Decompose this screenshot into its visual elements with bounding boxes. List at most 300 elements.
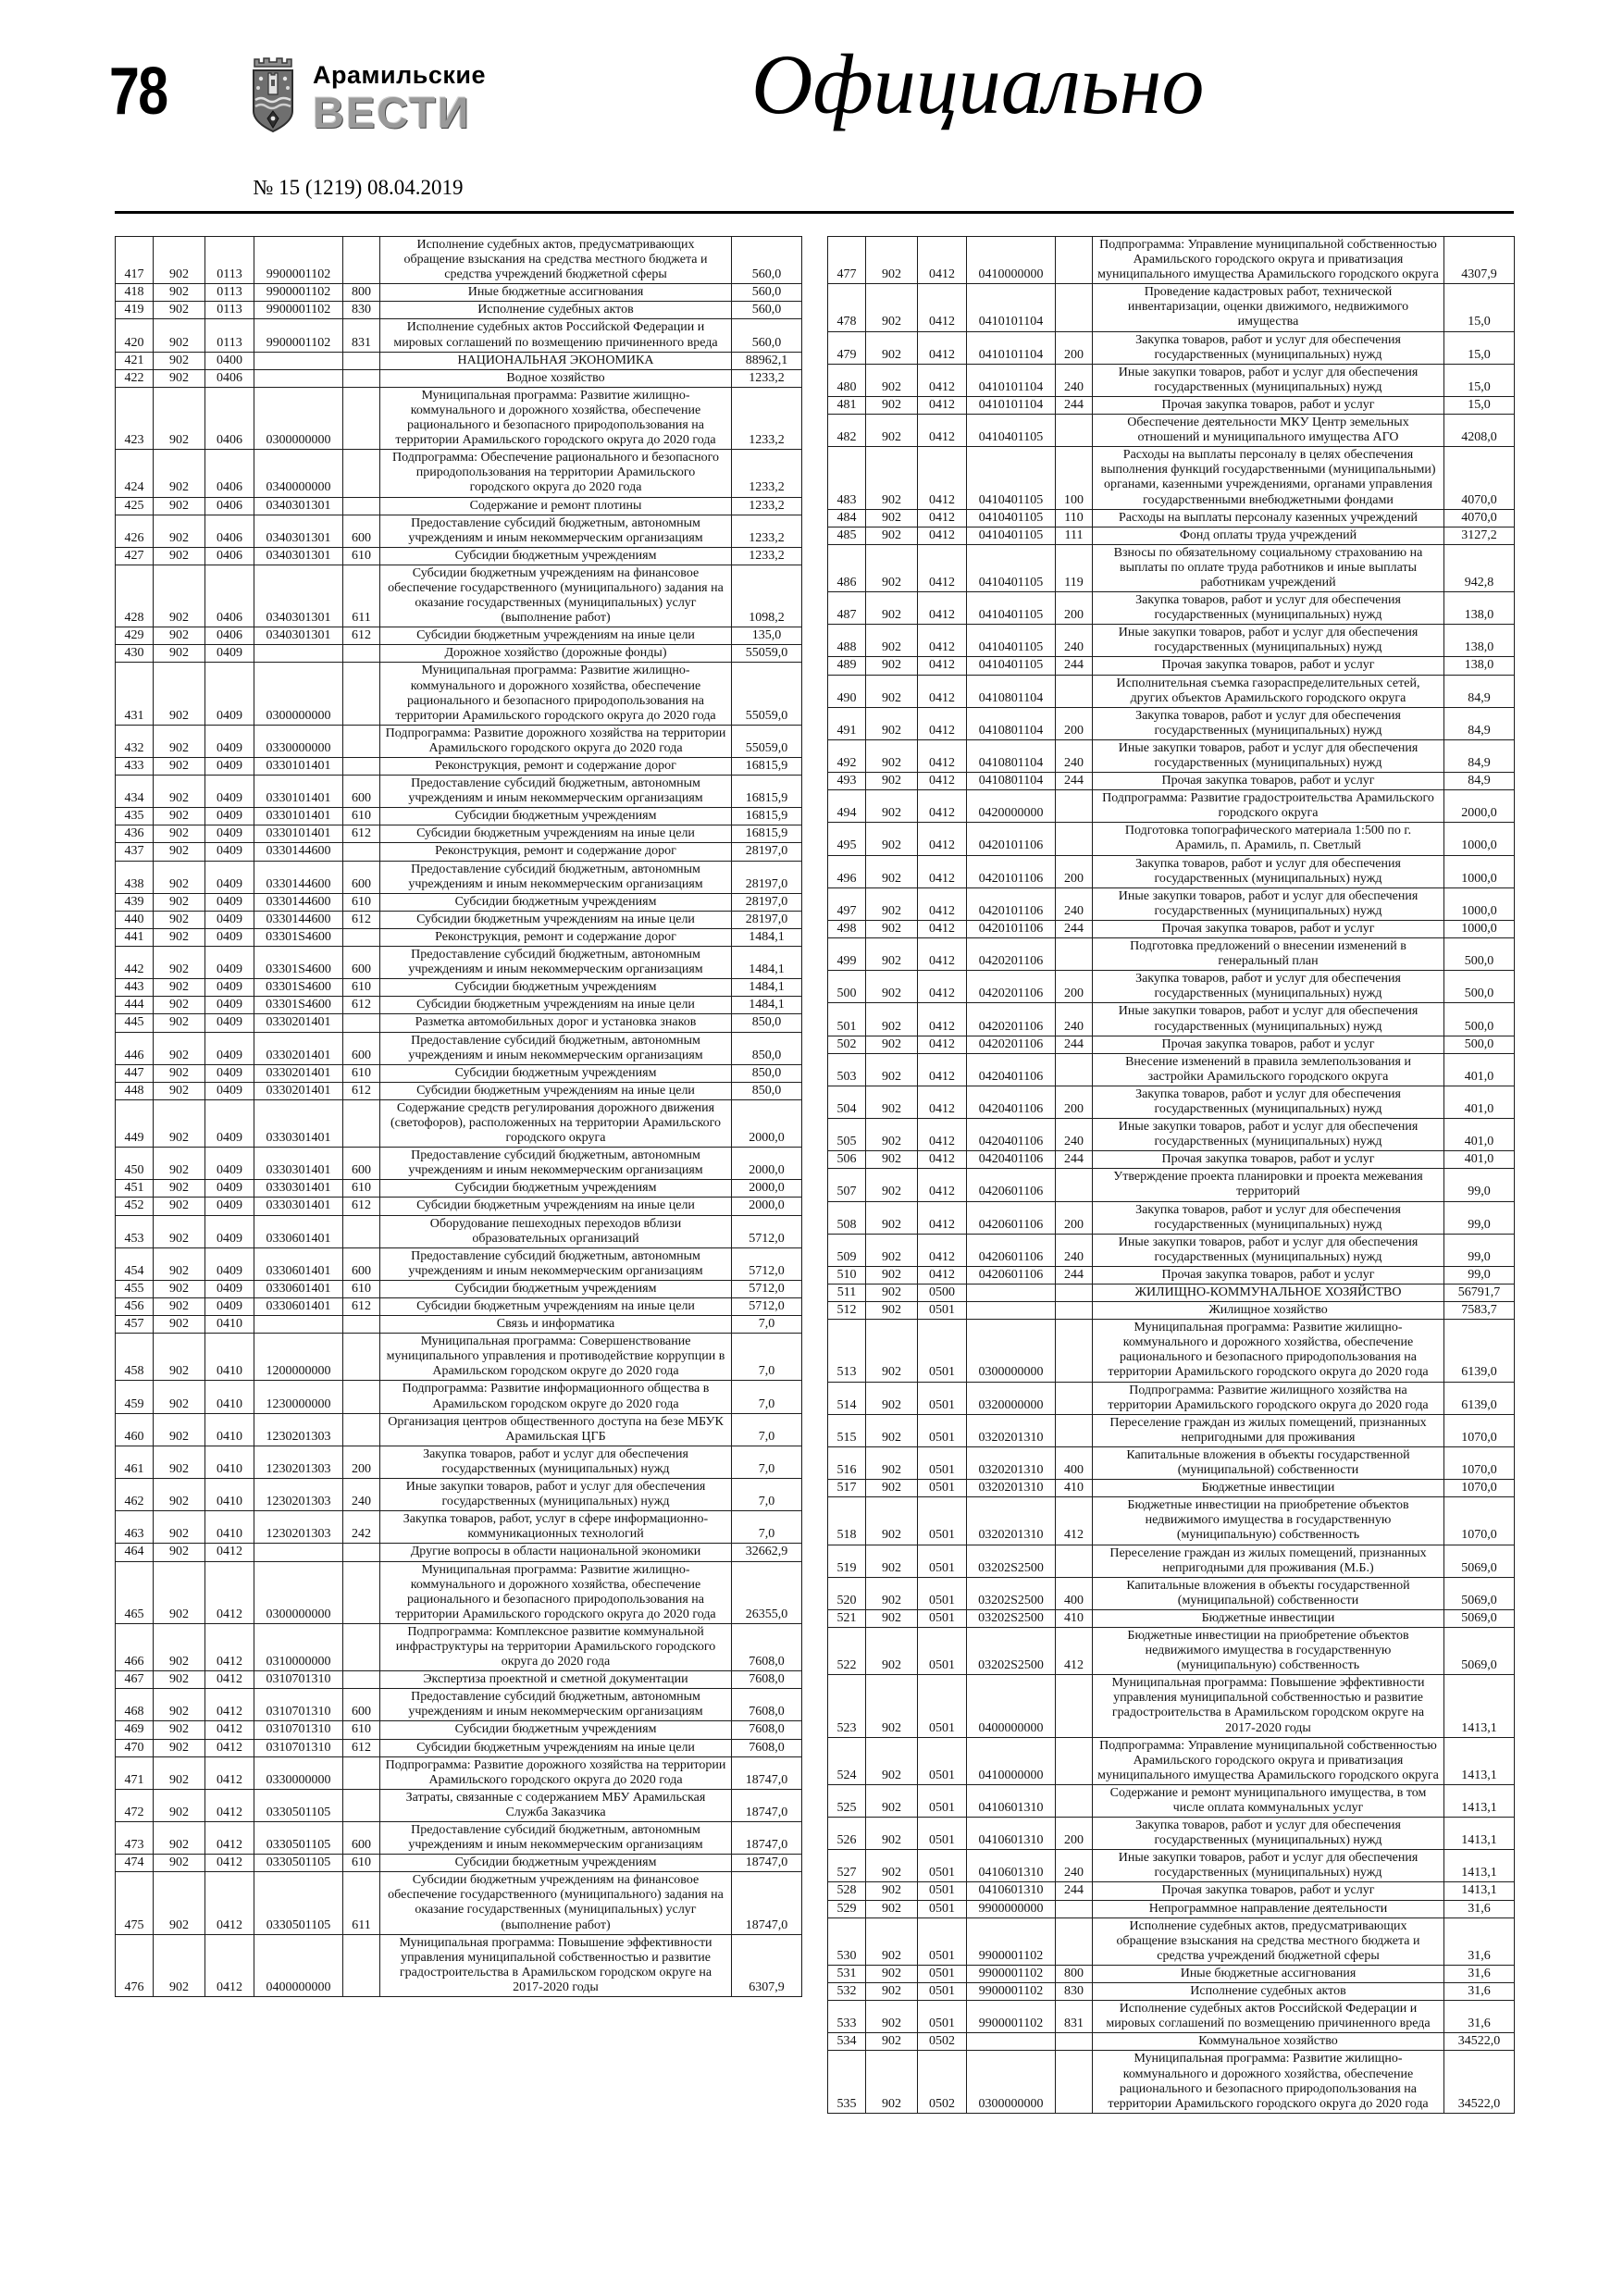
budget-row xyxy=(116,1855,802,1872)
amount-cell: 1233,2 xyxy=(732,497,802,515)
amount-cell: 850,0 xyxy=(732,1064,802,1082)
row-number-cell: 456 xyxy=(116,1298,154,1316)
expense-name-cell: Капитальные вложения в объекты государственной (муниципальной) собственности xyxy=(1093,1446,1444,1479)
budget-row xyxy=(828,1917,1515,1965)
row-number-cell: 476 xyxy=(116,1934,154,1996)
expense-name-cell: Предоставление субсидий бюджетным, автономным учреждениям и иным некоммерческим организациям xyxy=(380,1032,732,1064)
section-code-cell: 0410 xyxy=(205,1511,254,1544)
target-article-cell: 0420101106 xyxy=(967,920,1056,937)
section-code-cell: 0406 xyxy=(205,369,254,387)
grbs-code-cell: 902 xyxy=(154,861,205,893)
amount-cell: 2000,0 xyxy=(1444,790,1515,823)
expense-name-cell: Предоставление субсидий бюджетным, автономным учреждениям и иным некоммерческим организациям xyxy=(380,776,732,808)
expense-type-cell: 612 xyxy=(343,911,380,928)
target-article-cell: 0410601310 xyxy=(967,1850,1056,1882)
expense-name-cell: Подпрограмма: Развитие дорожного хозяйства на территории Арамильского городского округа до 2020 года xyxy=(380,725,732,757)
target-article-cell: 1230000000 xyxy=(254,1381,343,1413)
grbs-code-cell: 902 xyxy=(866,1086,918,1118)
expense-name-cell: Закупка товаров, работ и услуг для обеспечения государственных (муниципальных) нужд xyxy=(1093,707,1444,739)
target-article-cell: 0340301301 xyxy=(254,515,343,547)
expense-type-cell xyxy=(1056,2051,1093,2113)
grbs-code-cell: 902 xyxy=(154,1064,205,1082)
row-number-cell: 452 xyxy=(116,1198,154,1215)
target-article-cell: 0400000000 xyxy=(254,1934,343,1996)
row-number-cell: 423 xyxy=(116,387,154,449)
budget-row xyxy=(828,790,1515,823)
section-code-cell: 0412 xyxy=(205,1623,254,1670)
target-article-cell: 0330601401 xyxy=(254,1280,343,1297)
budget-row xyxy=(828,1302,1515,1320)
amount-cell: 32662,9 xyxy=(732,1544,802,1561)
expense-type-cell: 400 xyxy=(1056,1446,1093,1479)
expense-type-cell: 240 xyxy=(343,1479,380,1511)
row-number-cell: 519 xyxy=(828,1545,866,1577)
expense-name-cell: Иные закупки товаров, работ и услуг для обеспечения государственных (муниципальных) нужд xyxy=(1093,739,1444,772)
target-article-cell: 0330144600 xyxy=(254,843,343,861)
expense-name-cell: Субсидии бюджетным учреждениям xyxy=(380,893,732,911)
target-article-cell xyxy=(967,1302,1056,1320)
section-code-cell: 0412 xyxy=(205,1789,254,1821)
section-code-cell: 0502 xyxy=(918,2051,967,2113)
row-number-cell: 501 xyxy=(828,1003,866,1036)
budget-row xyxy=(828,1086,1515,1118)
budget-row xyxy=(828,1382,1515,1414)
expense-type-cell: 200 xyxy=(1056,592,1093,625)
budget-row xyxy=(116,1148,802,1180)
amount-cell: 560,0 xyxy=(732,302,802,319)
budget-row xyxy=(828,1151,1515,1169)
target-article-cell: 0310701310 xyxy=(254,1721,343,1739)
grbs-code-cell: 902 xyxy=(866,447,918,509)
budget-row xyxy=(828,527,1515,544)
amount-cell: 850,0 xyxy=(732,1082,802,1099)
budget-row xyxy=(116,1721,802,1739)
amount-cell: 15,0 xyxy=(1444,331,1515,364)
target-article-cell: 0410401105 xyxy=(967,527,1056,544)
expense-name-cell: Утверждение проекта планировки и проекта межевания территорий xyxy=(1093,1169,1444,1201)
grbs-code-cell: 902 xyxy=(154,565,205,627)
expense-type-cell xyxy=(1056,1900,1093,1917)
grbs-code-cell: 902 xyxy=(154,387,205,449)
grbs-code-cell: 902 xyxy=(866,1119,918,1151)
budget-row xyxy=(828,1675,1515,1737)
expense-name-cell: Предоставление субсидий бюджетным, автономным учреждениям и иным некоммерческим организациям xyxy=(380,1247,732,1280)
expense-name-cell: Подпрограмма: Развитие градостроительства Арамильского городского округа xyxy=(1093,790,1444,823)
section-code-cell: 0412 xyxy=(918,625,967,657)
row-number-cell: 493 xyxy=(828,773,866,790)
expense-type-cell: 412 xyxy=(1056,1627,1093,1674)
budget-row xyxy=(116,1511,802,1544)
expense-type-cell xyxy=(1056,237,1093,284)
expense-type-cell: 610 xyxy=(343,893,380,911)
grbs-code-cell: 902 xyxy=(154,1561,205,1623)
target-article-cell: 0330144600 xyxy=(254,861,343,893)
budget-row xyxy=(828,1446,1515,1479)
expense-name-cell: Прочая закупка товаров, работ и услуг xyxy=(1093,1036,1444,1053)
budget-table-left xyxy=(115,236,802,1997)
amount-cell: 5712,0 xyxy=(732,1280,802,1297)
expense-name-cell: Субсидии бюджетным учреждениям на иные цели xyxy=(380,1739,732,1756)
row-number-cell: 436 xyxy=(116,825,154,843)
amount-cell: 15,0 xyxy=(1444,396,1515,414)
section-code-cell: 0500 xyxy=(918,1285,967,1302)
budget-row xyxy=(116,825,802,843)
budget-row xyxy=(116,1689,802,1721)
target-article-cell: 03202S2500 xyxy=(967,1627,1056,1674)
target-article-cell: 0320201310 xyxy=(967,1497,1056,1545)
budget-row xyxy=(116,893,802,911)
row-number-cell: 508 xyxy=(828,1201,866,1234)
budget-row xyxy=(828,1169,1515,1201)
target-article-cell: 0330144600 xyxy=(254,911,343,928)
grbs-code-cell: 902 xyxy=(866,1784,918,1817)
expense-name-cell: Предоставление субсидий бюджетным, автономным учреждениям и иным некоммерческим организациям xyxy=(380,1148,732,1180)
grbs-code-cell: 902 xyxy=(154,663,205,725)
grbs-code-cell: 902 xyxy=(154,369,205,387)
section-code-cell: 0412 xyxy=(918,855,967,887)
target-article-cell: 0410401105 xyxy=(967,415,1056,447)
grbs-code-cell: 902 xyxy=(154,1756,205,1789)
grbs-code-cell: 902 xyxy=(866,1266,918,1284)
grbs-code-cell: 902 xyxy=(866,1609,918,1627)
expense-type-cell xyxy=(343,1334,380,1381)
amount-cell: 4208,0 xyxy=(1444,415,1515,447)
expense-name-cell: Подпрограмма: Обеспечение рационального и безопасного природопользования на территории Арамильского городского округа до 2020 года xyxy=(380,450,732,497)
grbs-code-cell: 902 xyxy=(154,547,205,565)
amount-cell: 6307,9 xyxy=(732,1934,802,1996)
target-article-cell: 0320000000 xyxy=(967,1382,1056,1414)
row-number-cell: 478 xyxy=(828,284,866,331)
expense-name-cell: Муниципальная программа: Повышение эффективности управления муниципальной собственностью и развитие градостроительства в Арамильском городском округе на 2017-2020 годы xyxy=(380,1934,732,1996)
row-number-cell: 471 xyxy=(116,1756,154,1789)
row-number-cell: 534 xyxy=(828,2033,866,2051)
row-number-cell: 524 xyxy=(828,1737,866,1784)
expense-type-cell: 611 xyxy=(343,1872,380,1934)
row-number-cell: 485 xyxy=(828,527,866,544)
amount-cell: 1413,1 xyxy=(1444,1882,1515,1900)
grbs-code-cell: 902 xyxy=(866,509,918,527)
budget-table-left-body xyxy=(116,237,802,1997)
row-number-cell: 474 xyxy=(116,1855,154,1872)
target-article-cell: 03202S2500 xyxy=(967,1609,1056,1627)
grbs-code-cell: 902 xyxy=(866,237,918,284)
target-article-cell xyxy=(967,1285,1056,1302)
amount-cell: 56791,7 xyxy=(1444,1285,1515,1302)
expense-name-cell: Непрограммное направление деятельности xyxy=(1093,1900,1444,1917)
row-number-cell: 523 xyxy=(828,1675,866,1737)
row-number-cell: 526 xyxy=(828,1818,866,1850)
expense-type-cell xyxy=(1056,1917,1093,1965)
budget-row xyxy=(116,1014,802,1032)
expense-type-cell: 200 xyxy=(1056,1086,1093,1118)
expense-type-cell xyxy=(343,1544,380,1561)
expense-type-cell: 240 xyxy=(1056,625,1093,657)
row-number-cell: 511 xyxy=(828,1285,866,1302)
budget-row xyxy=(828,1414,1515,1446)
section-code-cell: 0409 xyxy=(205,776,254,808)
grbs-code-cell: 902 xyxy=(866,544,918,591)
expense-name-cell: Прочая закупка товаров, работ и услуг xyxy=(1093,1151,1444,1169)
section-code-cell: 0501 xyxy=(918,1900,967,1917)
section-code-cell: 0113 xyxy=(205,302,254,319)
expense-name-cell: Субсидии бюджетным учреждениям на иные цели xyxy=(380,825,732,843)
expense-type-cell: 610 xyxy=(343,1180,380,1198)
row-number-cell: 509 xyxy=(828,1234,866,1266)
amount-cell: 7608,0 xyxy=(732,1623,802,1670)
row-number-cell: 438 xyxy=(116,861,154,893)
section-code-cell: 0412 xyxy=(918,707,967,739)
row-number-cell: 417 xyxy=(116,237,154,284)
expense-type-cell: 244 xyxy=(1056,1036,1093,1053)
target-article-cell: 03202S2500 xyxy=(967,1545,1056,1577)
target-article-cell: 0300000000 xyxy=(967,1320,1056,1382)
expense-type-cell xyxy=(343,1316,380,1334)
amount-cell: 5069,0 xyxy=(1444,1627,1515,1674)
expense-type-cell: 200 xyxy=(1056,1201,1093,1234)
section-code-cell: 0412 xyxy=(918,1169,967,1201)
grbs-code-cell: 902 xyxy=(866,592,918,625)
section-code-cell: 0410 xyxy=(205,1446,254,1478)
expense-name-cell: Субсидии бюджетным учреждениям xyxy=(380,1280,732,1297)
budget-row xyxy=(828,1480,1515,1497)
expense-type-cell: 612 xyxy=(343,1082,380,1099)
row-number-cell: 463 xyxy=(116,1511,154,1544)
budget-row xyxy=(828,1965,1515,1982)
expense-type-cell xyxy=(1056,284,1093,331)
section-code-cell: 0412 xyxy=(205,1822,254,1855)
grbs-code-cell: 902 xyxy=(866,625,918,657)
target-article-cell: 0420101106 xyxy=(967,887,1056,920)
row-number-cell: 444 xyxy=(116,997,154,1014)
grbs-code-cell: 902 xyxy=(866,971,918,1003)
grbs-code-cell: 902 xyxy=(154,319,205,352)
row-number-cell: 439 xyxy=(116,893,154,911)
grbs-code-cell: 902 xyxy=(866,1320,918,1382)
expense-name-cell: Субсидии бюджетным учреждениям на иные цели xyxy=(380,1198,732,1215)
grbs-code-cell: 902 xyxy=(154,1180,205,1198)
grbs-code-cell: 902 xyxy=(866,1480,918,1497)
budget-row xyxy=(828,1882,1515,1900)
grbs-code-cell: 902 xyxy=(866,855,918,887)
budget-row xyxy=(116,758,802,776)
grbs-code-cell: 902 xyxy=(866,1818,918,1850)
target-article-cell: 0300000000 xyxy=(254,387,343,449)
expense-type-cell xyxy=(343,369,380,387)
expense-type-cell xyxy=(343,1756,380,1789)
target-article-cell: 0310701310 xyxy=(254,1689,343,1721)
expense-type-cell: 612 xyxy=(343,1198,380,1215)
issue-info: № 15 (1219) 08.04.2019 xyxy=(253,176,464,199)
budget-row xyxy=(116,1446,802,1478)
expense-name-cell: Прочая закупка товаров, работ и услуг xyxy=(1093,1266,1444,1284)
expense-name-cell: ЖИЛИЩНО-КОММУНАЛЬНОЕ ХОЗЯЙСТВО xyxy=(1093,1285,1444,1302)
budget-row xyxy=(116,911,802,928)
row-number-cell: 465 xyxy=(116,1561,154,1623)
section-code-cell: 0409 xyxy=(205,825,254,843)
target-article-cell: 03202S2500 xyxy=(967,1577,1056,1609)
expense-name-cell: Жилищное хозяйство xyxy=(1093,1302,1444,1320)
expense-name-cell: Связь и информатика xyxy=(380,1316,732,1334)
expense-name-cell: Закупка товаров, работ и услуг для обеспечения государственных (муниципальных) нужд xyxy=(1093,331,1444,364)
row-number-cell: 481 xyxy=(828,396,866,414)
expense-name-cell: Оборудование пешеходных переходов вблизи образовательных организаций xyxy=(380,1215,732,1247)
target-article-cell: 0330501105 xyxy=(254,1855,343,1872)
target-article-cell: 9900001102 xyxy=(967,1983,1056,2001)
expense-type-cell: 610 xyxy=(343,979,380,997)
amount-cell: 15,0 xyxy=(1444,364,1515,396)
row-number-cell: 487 xyxy=(828,592,866,625)
expense-name-cell: Муниципальная программа: Развитие жилищно-коммунального и дорожного хозяйства, обеспечение рационального и безопасного природопользования на территории Арамильского городского округа до 2020 года xyxy=(380,1561,732,1623)
budget-row xyxy=(116,1934,802,1996)
budget-row xyxy=(828,855,1515,887)
section-code-cell: 0501 xyxy=(918,1320,967,1382)
budget-row xyxy=(116,979,802,997)
row-number-cell: 428 xyxy=(116,565,154,627)
grbs-code-cell: 902 xyxy=(154,352,205,369)
amount-cell: 1233,2 xyxy=(732,515,802,547)
budget-row xyxy=(116,1180,802,1198)
target-article-cell xyxy=(254,1316,343,1334)
row-number-cell: 429 xyxy=(116,627,154,645)
target-article-cell: 0330501105 xyxy=(254,1789,343,1821)
budget-row xyxy=(828,920,1515,937)
section-code-cell: 0409 xyxy=(205,861,254,893)
budget-row xyxy=(116,645,802,663)
expense-name-cell: Исполнение судебных актов xyxy=(1093,1983,1444,2001)
target-article-cell: 0310701310 xyxy=(254,1739,343,1756)
expense-type-cell: 610 xyxy=(343,1855,380,1872)
budget-row xyxy=(116,1872,802,1934)
page-number: 78 xyxy=(109,55,167,129)
row-number-cell: 462 xyxy=(116,1479,154,1511)
target-article-cell: 0320201310 xyxy=(967,1480,1056,1497)
grbs-code-cell: 902 xyxy=(154,284,205,302)
row-number-cell: 490 xyxy=(828,675,866,707)
expense-type-cell: 100 xyxy=(1056,447,1093,509)
budget-row xyxy=(828,1545,1515,1577)
row-number-cell: 496 xyxy=(828,855,866,887)
expense-type-cell xyxy=(343,1671,380,1689)
row-number-cell: 479 xyxy=(828,331,866,364)
budget-row xyxy=(828,657,1515,675)
grbs-code-cell: 902 xyxy=(154,1413,205,1446)
amount-cell: 34522,0 xyxy=(1444,2033,1515,2051)
expense-type-cell: 200 xyxy=(343,1446,380,1478)
budget-row xyxy=(828,592,1515,625)
row-number-cell: 514 xyxy=(828,1382,866,1414)
budget-row xyxy=(116,1544,802,1561)
section-code-cell: 0501 xyxy=(918,2001,967,2033)
section-code-cell: 0406 xyxy=(205,627,254,645)
section-code-cell: 0409 xyxy=(205,1099,254,1147)
target-article-cell: 0410601310 xyxy=(967,1818,1056,1850)
budget-row xyxy=(828,1900,1515,1917)
section-code-cell: 0409 xyxy=(205,1198,254,1215)
budget-row xyxy=(116,319,802,352)
target-article-cell: 9900001102 xyxy=(254,284,343,302)
amount-cell: 18747,0 xyxy=(732,1872,802,1934)
target-article-cell: 0330601401 xyxy=(254,1298,343,1316)
grbs-code-cell: 902 xyxy=(154,1789,205,1821)
row-number-cell: 419 xyxy=(116,302,154,319)
budget-row xyxy=(116,1479,802,1511)
row-number-cell: 521 xyxy=(828,1609,866,1627)
section-code-cell: 0412 xyxy=(205,1872,254,1934)
budget-row xyxy=(828,396,1515,414)
amount-cell: 7608,0 xyxy=(732,1739,802,1756)
grbs-code-cell: 902 xyxy=(866,364,918,396)
expense-name-cell: Субсидии бюджетным учреждениям на иные цели xyxy=(380,911,732,928)
amount-cell: 5712,0 xyxy=(732,1298,802,1316)
section-code-cell: 0409 xyxy=(205,1298,254,1316)
row-number-cell: 489 xyxy=(828,657,866,675)
expense-type-cell: 610 xyxy=(343,1280,380,1297)
row-number-cell: 441 xyxy=(116,928,154,946)
section-code-cell: 0406 xyxy=(205,387,254,449)
row-number-cell: 533 xyxy=(828,2001,866,2033)
amount-cell: 5712,0 xyxy=(732,1247,802,1280)
amount-cell: 138,0 xyxy=(1444,625,1515,657)
section-code-cell: 0113 xyxy=(205,284,254,302)
expense-name-cell: Коммунальное хозяйство xyxy=(1093,2033,1444,2051)
row-number-cell: 451 xyxy=(116,1180,154,1198)
section-code-cell: 0501 xyxy=(918,1302,967,1320)
grbs-code-cell: 902 xyxy=(154,825,205,843)
row-number-cell: 466 xyxy=(116,1623,154,1670)
expense-name-cell: Подготовка предложений о внесении изменений в генеральный план xyxy=(1093,938,1444,971)
target-article-cell: 0330301401 xyxy=(254,1198,343,1215)
target-article-cell: 0330301401 xyxy=(254,1099,343,1147)
expense-name-cell: Исполнение судебных актов, предусматривающих обращение взыскания на средства местного бюджета и средства учреждений бюджетной сферы xyxy=(380,237,732,284)
target-article-cell: 0330201401 xyxy=(254,1082,343,1099)
grbs-code-cell: 902 xyxy=(866,1382,918,1414)
expense-name-cell: Субсидии бюджетным учреждениям на иные цели xyxy=(380,627,732,645)
budget-row xyxy=(116,1316,802,1334)
row-number-cell: 499 xyxy=(828,938,866,971)
expense-name-cell: Субсидии бюджетным учреждениям на иные цели xyxy=(380,1082,732,1099)
expense-type-cell: 200 xyxy=(1056,855,1093,887)
amount-cell: 1000,0 xyxy=(1444,887,1515,920)
expense-name-cell: Муниципальная программа: Совершенствование муниципального управления и противодействие коррупции в Арамильском городском округе до 2020 года xyxy=(380,1334,732,1381)
row-number-cell: 458 xyxy=(116,1334,154,1381)
expense-type-cell xyxy=(343,497,380,515)
expense-name-cell: Организация центров общественного доступа на безе МБУК Арамильская ЦГБ xyxy=(380,1413,732,1446)
expense-name-cell: Расходы на выплаты персоналу в целях обеспечения выполнения функций государственными (муниципальными) органами, казенными учреждениями, органами управления государственными внебюджетными фондами xyxy=(1093,447,1444,509)
budget-row xyxy=(828,331,1515,364)
budget-row xyxy=(116,627,802,645)
target-article-cell xyxy=(967,2033,1056,2051)
expense-type-cell: 111 xyxy=(1056,527,1093,544)
target-article-cell: 0420601106 xyxy=(967,1234,1056,1266)
budget-row xyxy=(828,1737,1515,1784)
expense-type-cell: 400 xyxy=(1056,1577,1093,1609)
expense-name-cell: Другие вопросы в области национальной экономики xyxy=(380,1544,732,1561)
target-article-cell: 0330201401 xyxy=(254,1014,343,1032)
section-code-cell: 0501 xyxy=(918,1446,967,1479)
budget-row xyxy=(828,1609,1515,1627)
row-number-cell: 467 xyxy=(116,1671,154,1689)
target-article-cell: 0420401106 xyxy=(967,1053,1056,1086)
grbs-code-cell: 902 xyxy=(154,1671,205,1689)
expense-name-cell: Субсидии бюджетным учреждениям xyxy=(380,808,732,825)
grbs-code-cell: 902 xyxy=(154,302,205,319)
row-number-cell: 506 xyxy=(828,1151,866,1169)
budget-row xyxy=(828,2033,1515,2051)
row-number-cell: 515 xyxy=(828,1414,866,1446)
section-code-cell: 0412 xyxy=(918,920,967,937)
budget-row xyxy=(828,1627,1515,1674)
row-number-cell: 440 xyxy=(116,911,154,928)
